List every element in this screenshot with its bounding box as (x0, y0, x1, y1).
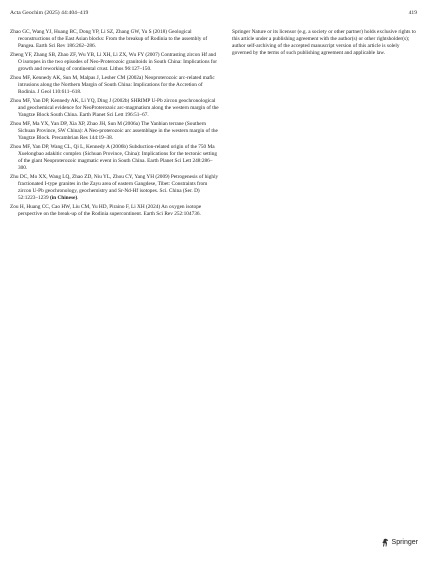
reference-item: Zou H, Huang CC, Cao HW, Liu CM, Yu HD, Piraino F, Li XH (2024) An oxygen isotope perspective on the break-up of the Rodinia supercontinent. Earth Sci Rev 252:104736. (10, 204, 202, 218)
publisher-note (232, 29, 419, 58)
reference-item: Zhou MF, Yan DP, Kennedy AK, Li YQ, Ding J (2002b) SHRIMP U-Pb zircon geochronological and geochemical evidence for NeoProterozoic arc-magmatism along the western margin of the Yangtze Block South China. Earth Planet Sci Lett 196:51–67. (10, 97, 219, 119)
publisher-note-text: Springer Nature or its licensor (e.g. a society or other partner) holds exclusive rights to this article under a publishing agreement with the author(s) or other rightsholder(s); author self-archiving of the accepted manuscript version of this article is solely governed by the terms of such publishing agreement and applicable law. (232, 29, 416, 57)
language-note: (in Chinese) (49, 195, 78, 202)
running-header-journal: Acta Geochim (2025) 44:404–419 (10, 10, 89, 16)
publisher-name: Springer (391, 539, 418, 546)
reference-list (10, 29, 220, 220)
publisher-logo (381, 538, 418, 547)
springer-horse-icon (381, 538, 389, 547)
reference-item: Zhou MF, Kennedy AK, Sun M, Malpas J, Lesher CM (2002a) Neoproterozoic arc-related mafic intrusions along the Northern Margin of South China: Implications for the Accretion of Rodinia. J Geol 110:611–618. (10, 74, 215, 96)
reference-item: Zhou MF, Yan DP, Wang CL, Qi L, Kennedy A (2006b) Subduction-related origin of the 750 Ma Xuelongbao adakitic complex (Sichuan Province, China): Implications for the tectonic setting of the giant Neoproterozoic magmatic event in South China. Earth Planet Sci Lett 248:286–300. (10, 143, 218, 172)
page-number: 419 (408, 10, 417, 16)
reference-item: Zhu DC, Mo XX, Wang LQ, Zhao ZD, Niu YL, Zhou CY, Yang YH (2009) Petrogenesis of highly fractionated I-type granites in the Zayu area of eastern Gangdese, Tibet: Constraints from zircon U-Pb geochronology, geochemistry and Sr-Nd-Hf isotopes. Sci. China (Ser. D) 52:1223–1239 (in Chinese). (10, 173, 219, 202)
reference-item: Zheng YF, Zhang SB, Zhao ZF, Wu YB, Li XH, Li ZX, Wu FY (2007) Contrasting zircon Hf and O isotopes in the two episodes of Neo-Proterozoic granitoids in South China: Implications for growth and reworking of continental crust. Lithos 96:127–150. (10, 51, 218, 73)
reference-item: Zhou MF, Ma YX, Yan DP, Xia XP, Zhao JH, Sun M (2006a) The Yanbian terrane (Southern Sichuan Province, SW China): A Neo-proterozoic arc assemblage in the western margin of the Yangtze Block. Precambrian Res 144:19–38. (10, 120, 218, 142)
reference-item: Zhao GC, Wang YJ, Huang BC, Dong YP, Li SZ, Zhang GW, Yu S (2018) Geological reconstructions of the East Asian blocks: From the breakup of Rodinia to the assembly of Pangea. Earth Sci Rev 186:262–286. (10, 29, 208, 50)
